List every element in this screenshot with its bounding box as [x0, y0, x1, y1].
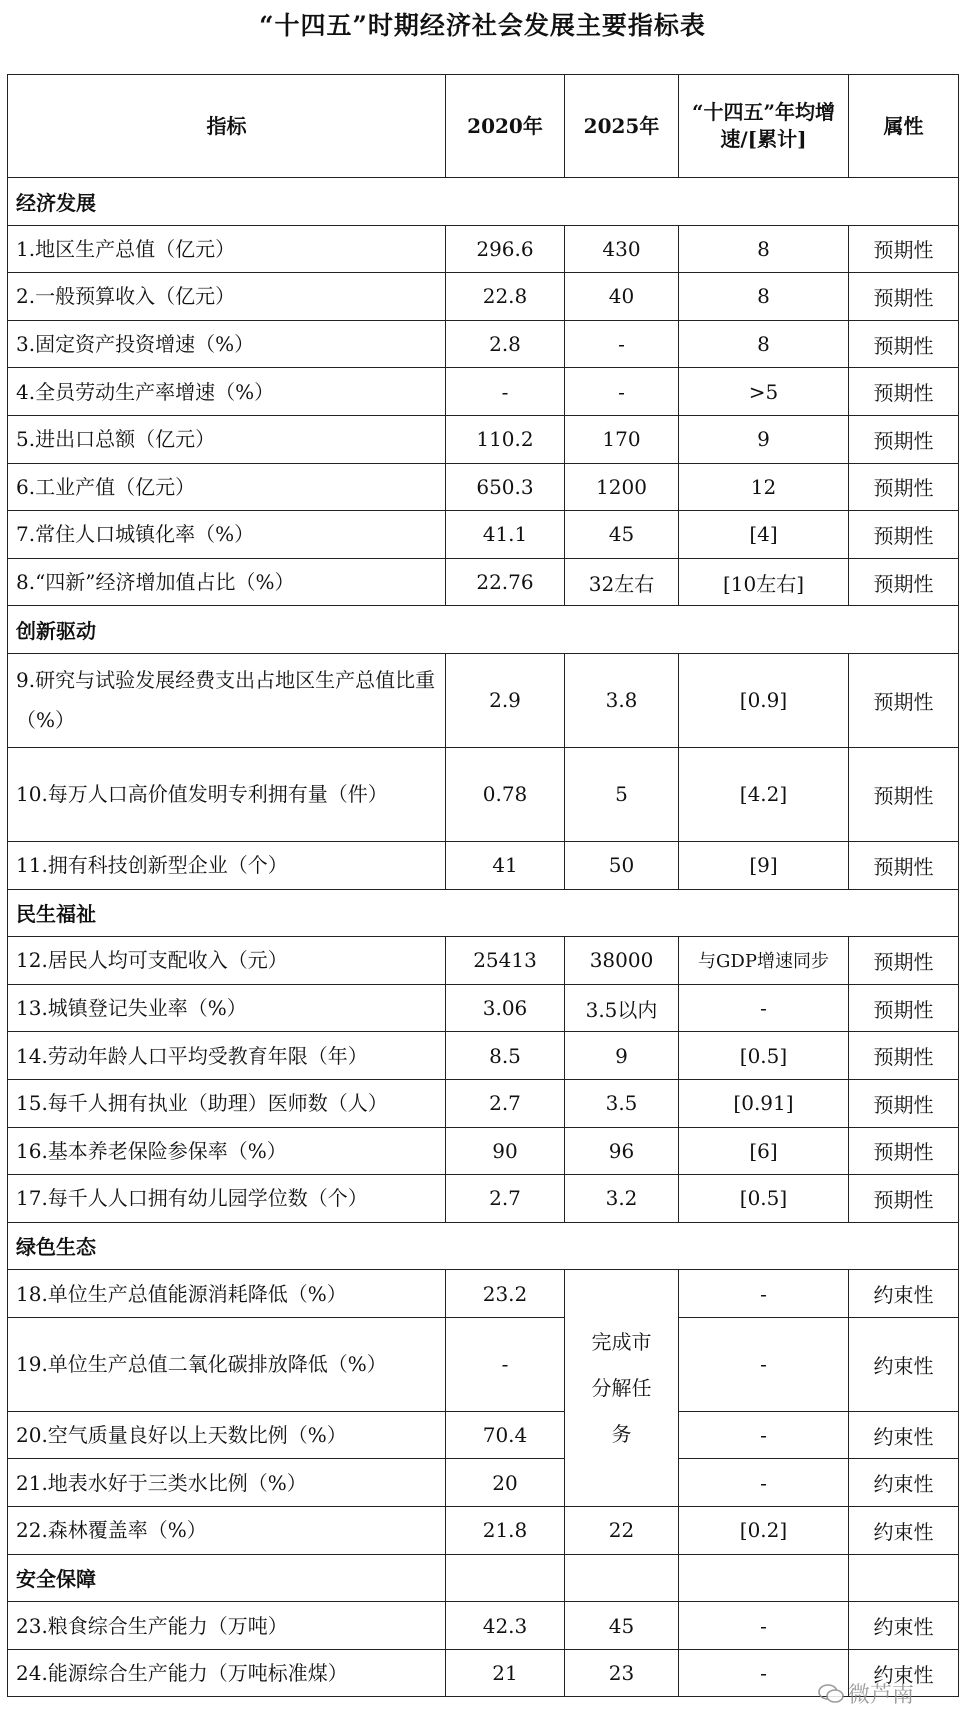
cell-2025-merged — [565, 1270, 679, 1507]
cell-2025: 32左右 — [565, 558, 679, 606]
cell-growth: [10左右] — [679, 558, 849, 606]
cell-growth: - — [679, 1459, 849, 1507]
cell-indicator: 20.空气质量良好以上天数比例（%） — [8, 1411, 446, 1459]
cell-growth: [9] — [679, 841, 849, 889]
cell-2020: 22.8 — [446, 273, 565, 321]
section-innovation: 创新驱动 — [8, 606, 959, 654]
cell-attribute: 预期性 — [849, 1079, 959, 1127]
table-row — [8, 558, 959, 606]
cell-indicator: 1.地区生产总值（亿元） — [8, 225, 446, 273]
cell-indicator: 11.拥有科技创新型企业（个） — [8, 841, 446, 889]
cell-growth: [4] — [679, 511, 849, 559]
table-row — [8, 1507, 959, 1555]
cell-2020: 650.3 — [446, 463, 565, 511]
table-row — [8, 747, 959, 841]
cell-2025: - — [565, 368, 679, 416]
section-security: 安全保障 — [8, 1554, 446, 1602]
cell-2020: 2.9 — [446, 653, 565, 747]
cell-2020: 0.78 — [446, 747, 565, 841]
cell-indicator: 18.单位生产总值能源消耗降低（%） — [8, 1270, 446, 1318]
cell-2020: 25413 — [446, 937, 565, 985]
cell-growth: [0.2] — [679, 1507, 849, 1555]
cell-indicator: 22.森林覆盖率（%） — [8, 1507, 446, 1555]
section-welfare: 民生福祉 — [8, 889, 959, 937]
table-row — [8, 1411, 959, 1459]
cell-2025: 3.2 — [565, 1175, 679, 1223]
table-row — [8, 273, 959, 321]
cell-growth: 9 — [679, 415, 849, 463]
cell-indicator: 24.能源综合生产能力（万吨标准煤） — [8, 1649, 446, 1697]
cell-indicator: 12.居民人均可支配收入（元） — [8, 937, 446, 985]
cell-2020: 2.8 — [446, 320, 565, 368]
cell-2020: 22.76 — [446, 558, 565, 606]
cell-2020: 23.2 — [446, 1270, 565, 1318]
table-row — [8, 1032, 959, 1080]
header-2020: 2020年 — [446, 75, 565, 178]
cell-indicator: 17.每千人人口拥有幼儿园学位数（个） — [8, 1175, 446, 1223]
table-row — [8, 1175, 959, 1223]
cell-indicator: 16.基本养老保险参保率（%） — [8, 1127, 446, 1175]
cell-indicator: 8.“四新”经济增加值占比（%） — [8, 558, 446, 606]
cell-growth: >5 — [679, 368, 849, 416]
cell-attribute: 预期性 — [849, 558, 959, 606]
cell-2025: 45 — [565, 511, 679, 559]
cell-2020: 41.1 — [446, 511, 565, 559]
cell-2020: 2.7 — [446, 1079, 565, 1127]
table-row — [8, 1127, 959, 1175]
header-row — [8, 75, 959, 178]
cell-growth: [0.91] — [679, 1079, 849, 1127]
cell-indicator: 3.固定资产投资增速（%） — [8, 320, 446, 368]
cell-indicator: 15.每千人拥有执业（助理）医师数（人） — [8, 1079, 446, 1127]
cell-attribute: 约束性 — [849, 1411, 959, 1459]
cell-growth: - — [679, 984, 849, 1032]
cell-2020: 90 — [446, 1127, 565, 1175]
header-2025: 2025年 — [565, 75, 679, 178]
cell-growth: [0.9] — [679, 653, 849, 747]
cell-2020: 20 — [446, 1459, 565, 1507]
wechat-icon — [818, 1684, 844, 1704]
cell-indicator: 6.工业产值（亿元） — [8, 463, 446, 511]
cell-2025: 9 — [565, 1032, 679, 1080]
cell-2020: 296.6 — [446, 225, 565, 273]
cell-indicator: 13.城镇登记失业率（%） — [8, 984, 446, 1032]
section-economy: 经济发展 — [8, 178, 959, 226]
cell-indicator: 2.一般预算收入（亿元） — [8, 273, 446, 321]
table-row — [8, 368, 959, 416]
table-row — [8, 1459, 959, 1507]
cell-2020: 2.7 — [446, 1175, 565, 1223]
cell-2025: 40 — [565, 273, 679, 321]
cell-growth: [0.5] — [679, 1175, 849, 1223]
cell-growth: [0.5] — [679, 1032, 849, 1080]
cell-2020: 8.5 — [446, 1032, 565, 1080]
cell-2025: 170 — [565, 415, 679, 463]
cell-indicator: 9.研究与试验发展经费支出占地区生产总值比重（%） — [8, 653, 446, 747]
table-row — [8, 463, 959, 511]
header-indicator: 指标 — [8, 75, 446, 178]
cell-2025: 5 — [565, 747, 679, 841]
cell-attribute: 预期性 — [849, 368, 959, 416]
cell-2020: 42.3 — [446, 1602, 565, 1650]
cell-growth: [6] — [679, 1127, 849, 1175]
cell-2025: 430 — [565, 225, 679, 273]
cell-attribute: 约束性 — [849, 1507, 959, 1555]
cell-attribute: 预期性 — [849, 415, 959, 463]
cell-growth: 8 — [679, 320, 849, 368]
table-row — [8, 320, 959, 368]
table-row — [8, 984, 959, 1032]
cell-growth: - — [679, 1270, 849, 1318]
section-green: 绿色生态 — [8, 1222, 959, 1270]
cell-growth: - — [679, 1411, 849, 1459]
cell-2025: 96 — [565, 1127, 679, 1175]
cell-2025: 45 — [565, 1602, 679, 1650]
cell-indicator: 5.进出口总额（亿元） — [8, 415, 446, 463]
table-row — [8, 415, 959, 463]
cell-attribute: 预期性 — [849, 747, 959, 841]
cell-attribute: 预期性 — [849, 984, 959, 1032]
cell-attribute: 预期性 — [849, 511, 959, 559]
cell-indicator: 19.单位生产总值二氧化碳排放降低（%） — [8, 1317, 446, 1411]
cell-attribute: 预期性 — [849, 653, 959, 747]
merged-task-text: 完成市分解任务 — [591, 1330, 652, 1447]
cell-attribute: 预期性 — [849, 1032, 959, 1080]
cell-indicator: 7.常住人口城镇化率（%） — [8, 511, 446, 559]
cell-attribute: 预期性 — [849, 225, 959, 273]
table-row — [8, 937, 959, 985]
table-row — [8, 841, 959, 889]
cell-indicator: 10.每万人口高价值发明专利拥有量（件） — [8, 747, 446, 841]
cell-attribute: 预期性 — [849, 841, 959, 889]
cell-2020: 21.8 — [446, 1507, 565, 1555]
cell-2025: 23 — [565, 1649, 679, 1697]
cell-growth: - — [679, 1317, 849, 1411]
cell-2025: 1200 — [565, 463, 679, 511]
cell-2020: 70.4 — [446, 1411, 565, 1459]
cell-growth: [4.2] — [679, 747, 849, 841]
table-row — [8, 511, 959, 559]
indicator-table — [7, 74, 959, 1697]
header-attribute: 属性 — [849, 75, 959, 178]
cell-attribute: 约束性 — [849, 1270, 959, 1318]
cell-attribute: 约束性 — [849, 1602, 959, 1650]
cell-attribute: 预期性 — [849, 273, 959, 321]
cell-indicator: 21.地表水好于三类水比例（%） — [8, 1459, 446, 1507]
cell-attribute: 预期性 — [849, 463, 959, 511]
table-row — [8, 1602, 959, 1650]
watermark — [818, 1678, 914, 1709]
cell-2020: 110.2 — [446, 415, 565, 463]
table-row — [8, 653, 959, 747]
cell-indicator: 14.劳动年龄人口平均受教育年限（年） — [8, 1032, 446, 1080]
cell-attribute: 约束性 — [849, 1649, 959, 1697]
cell-attribute: 约束性 — [849, 1317, 959, 1411]
cell-2025: 50 — [565, 841, 679, 889]
cell-attribute: 约束性 — [849, 1459, 959, 1507]
table-row — [8, 1079, 959, 1127]
cell-2025: 22 — [565, 1507, 679, 1555]
cell-2020: 21 — [446, 1649, 565, 1697]
cell-2025: 3.5 — [565, 1079, 679, 1127]
cell-growth: 12 — [679, 463, 849, 511]
cell-2020: 41 — [446, 841, 565, 889]
cell-2020: - — [446, 368, 565, 416]
page-title: “十四五”时期经济社会发展主要指标表 — [259, 11, 706, 40]
cell-growth: 8 — [679, 273, 849, 321]
header-growth: “十四五”年均增速/[累计] — [679, 75, 849, 178]
watermark-text: 微芦南 — [848, 1683, 915, 1708]
cell-growth: 与GDP增速同步 — [679, 937, 849, 985]
table-body — [8, 178, 959, 1697]
cell-attribute: 预期性 — [849, 937, 959, 985]
table-row — [8, 1317, 959, 1411]
table-row — [8, 225, 959, 273]
table-row — [8, 1270, 959, 1318]
cell-attribute: 预期性 — [849, 320, 959, 368]
cell-indicator: 4.全员劳动生产率增速（%） — [8, 368, 446, 416]
cell-2025: - — [565, 320, 679, 368]
cell-indicator: 23.粮食综合生产能力（万吨） — [8, 1602, 446, 1650]
cell-attribute: 预期性 — [849, 1127, 959, 1175]
cell-2020: - — [446, 1317, 565, 1411]
cell-2025: 3.5以内 — [565, 984, 679, 1032]
cell-2025: 38000 — [565, 937, 679, 985]
cell-growth: - — [679, 1649, 849, 1697]
cell-2020: 3.06 — [446, 984, 565, 1032]
table-row — [8, 1649, 959, 1697]
cell-attribute: 预期性 — [849, 1175, 959, 1223]
cell-2025: 3.8 — [565, 653, 679, 747]
cell-growth: - — [679, 1602, 849, 1650]
cell-growth: 8 — [679, 225, 849, 273]
